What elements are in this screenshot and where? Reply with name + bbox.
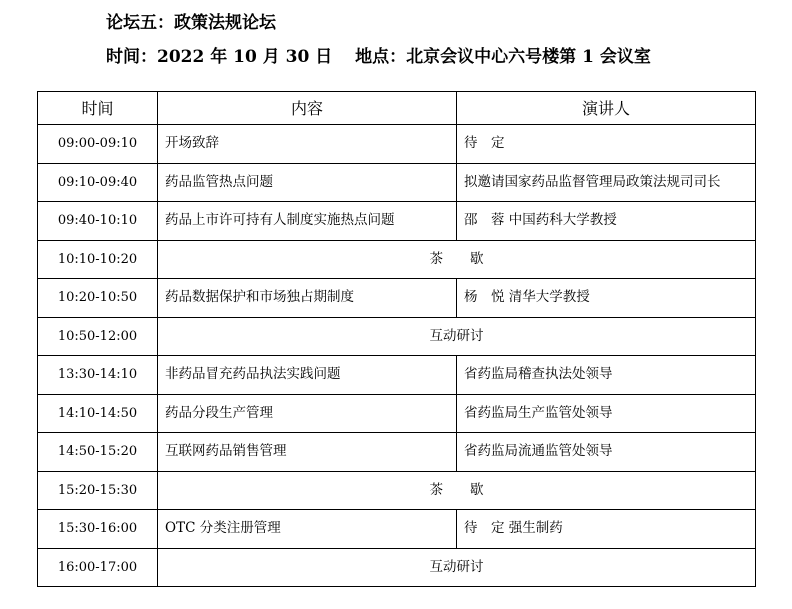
column-header-time: 时间 <box>38 92 158 125</box>
table-row <box>38 548 756 587</box>
row-speaker: 待 定 强生制药 <box>457 510 756 549</box>
row-time: 09:10-09:40 <box>38 163 158 202</box>
row-content: OTC 分类注册管理 <box>158 510 457 549</box>
column-header-content: 内容 <box>158 92 457 125</box>
table-row <box>38 433 756 472</box>
row-time: 16:00-17:00 <box>38 548 158 587</box>
row-speaker: 省药监局流通监管处领导 <box>457 433 756 472</box>
table-row <box>38 163 756 202</box>
table-row <box>38 125 756 164</box>
row-speaker: 拟邀请国家药品监督管理局政策法规司司长 <box>457 163 756 202</box>
row-content: 开场致辞 <box>158 125 457 164</box>
event-location: 地点：北京会议中心六号楼第 1 会议室 <box>355 47 651 67</box>
table-row <box>38 279 756 318</box>
event-info <box>106 42 651 67</box>
schedule-body <box>38 125 756 587</box>
row-speaker: 省药监局生产监管处领导 <box>457 394 756 433</box>
row-time: 10:50-12:00 <box>38 317 158 356</box>
table-row <box>38 510 756 549</box>
row-speaker: 杨 悦 清华大学教授 <box>457 279 756 318</box>
row-merged-activity: 互动研讨 <box>158 548 756 587</box>
row-speaker: 邵 蓉 中国药科大学教授 <box>457 202 756 241</box>
row-content: 药品数据保护和市场独占期制度 <box>158 279 457 318</box>
table-row <box>38 356 756 395</box>
column-header-speaker: 演讲人 <box>457 92 756 125</box>
row-merged-activity: 互动研讨 <box>158 317 756 356</box>
page-title: 论坛五：政策法规论坛 <box>106 13 276 33</box>
row-time: 15:30-16:00 <box>38 510 158 549</box>
table-row <box>38 394 756 433</box>
row-content: 互联网药品销售管理 <box>158 433 457 472</box>
table-row <box>38 240 756 279</box>
row-time: 10:20-10:50 <box>38 279 158 318</box>
row-content: 非药品冒充药品执法实践问题 <box>158 356 457 395</box>
schedule-table <box>37 91 756 587</box>
row-time: 14:10-14:50 <box>38 394 158 433</box>
row-merged-activity: 茶 歇 <box>158 240 756 279</box>
row-time: 10:10-10:20 <box>38 240 158 279</box>
row-speaker: 待 定 <box>457 125 756 164</box>
row-time: 09:00-09:10 <box>38 125 158 164</box>
row-time: 09:40-10:10 <box>38 202 158 241</box>
row-time: 15:20-15:30 <box>38 471 158 510</box>
table-row <box>38 317 756 356</box>
row-content: 药品监管热点问题 <box>158 163 457 202</box>
table-row <box>38 202 756 241</box>
row-content: 药品上市许可持有人制度实施热点问题 <box>158 202 457 241</box>
row-speaker: 省药监局稽查执法处领导 <box>457 356 756 395</box>
row-content: 药品分段生产管理 <box>158 394 457 433</box>
event-time: 时间：2022 年 10 月 30 日 <box>106 47 333 67</box>
row-merged-activity: 茶 歇 <box>158 471 756 510</box>
row-time: 14:50-15:20 <box>38 433 158 472</box>
row-time: 13:30-14:10 <box>38 356 158 395</box>
table-row <box>38 471 756 510</box>
